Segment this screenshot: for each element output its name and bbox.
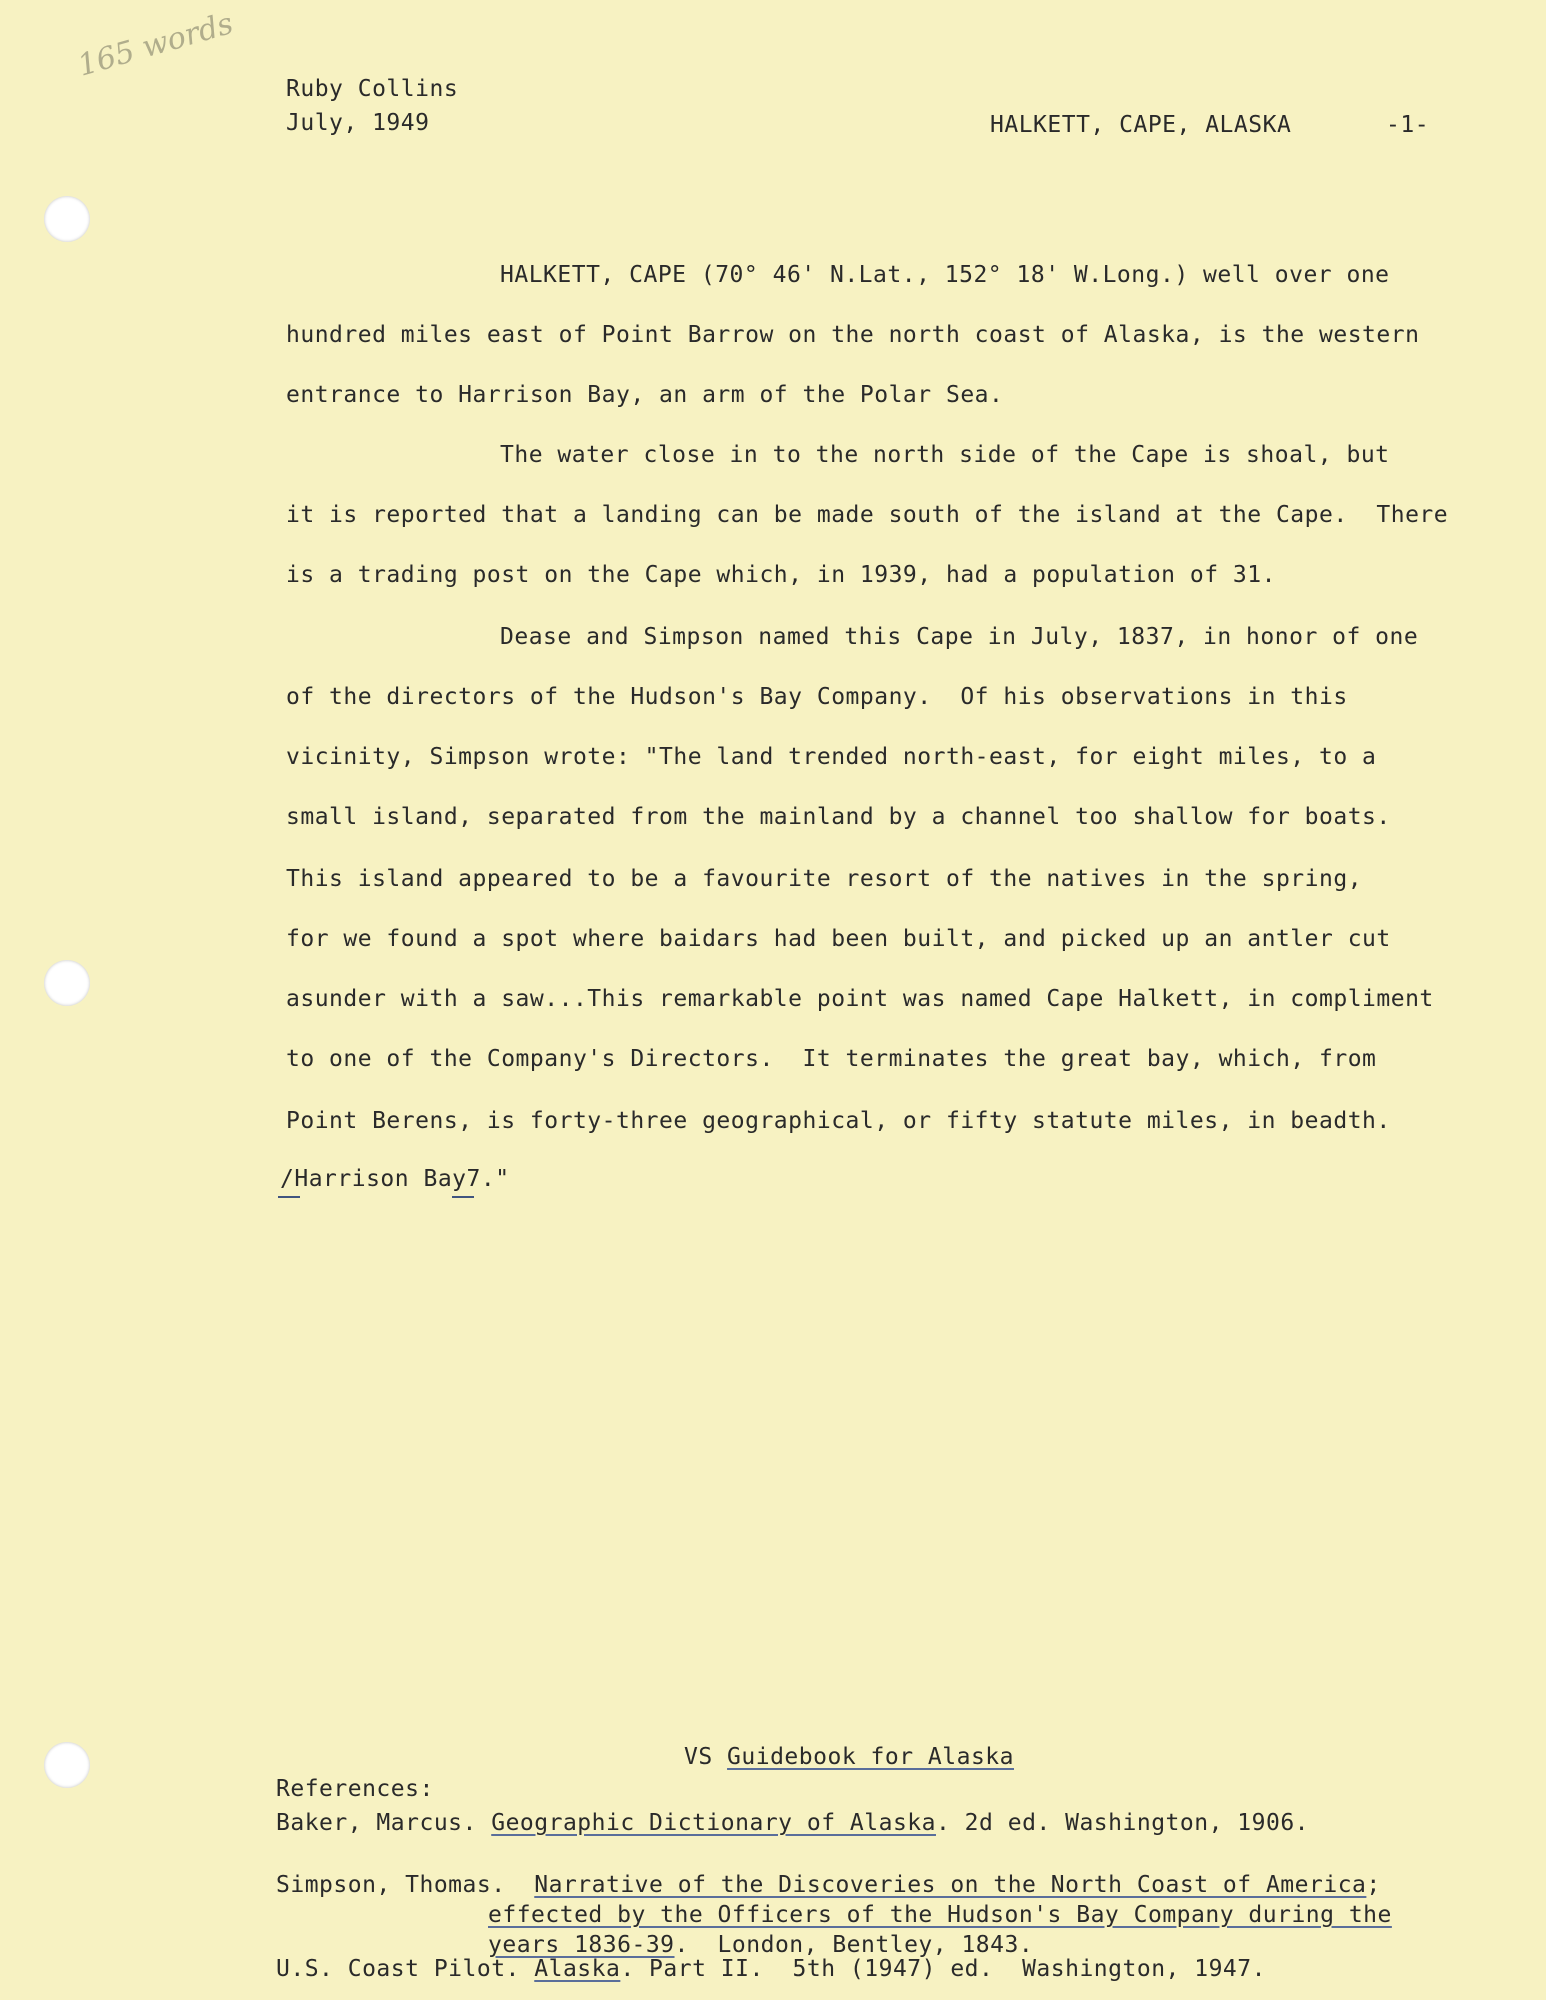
reference-author: Simpson, Thomas. <box>276 1872 535 1898</box>
reference-details: . 2d ed. Washington, 1906. <box>935 1810 1310 1836</box>
reference-entry <box>276 1872 1381 1898</box>
reference-title: Geographic Dictionary of Alaska <box>491 1810 936 1836</box>
guidebook-line <box>684 1744 1014 1770</box>
reference-entry-continuation <box>488 1932 1033 1958</box>
punch-hole <box>44 196 90 242</box>
body-line: asunder with a saw...This remarkable point was named Cape Halkett, in compliment <box>286 986 1434 1012</box>
guidebook-title: Guidebook for Alaska <box>727 1744 1014 1770</box>
body-line: vicinity, Simpson wrote: "The land trended north-east, for eight miles, to a <box>286 744 1377 770</box>
body-line: it is reported that a landing can be made south of the island at the Cape. There <box>286 502 1449 528</box>
punch-hole <box>44 1742 90 1788</box>
reference-entry <box>276 1810 1309 1836</box>
reference-punctuation: ; <box>1366 1872 1381 1898</box>
reference-title: U.S. Coast Pilot. <box>276 1956 535 1982</box>
reference-title: years 1836-39 <box>488 1932 675 1958</box>
body-line: entrance to Harrison Bay, an arm of the Polar Sea. <box>286 382 1004 408</box>
author-name: Ruby Collins <box>286 76 459 102</box>
body-line: Point Berens, is forty-three geographical, or fifty statute miles, in beadth. <box>286 1108 1391 1134</box>
pencil-word-count-note: 165 words <box>74 6 237 84</box>
page-number: -1- <box>1386 112 1430 138</box>
guidebook-prefix: VS <box>684 1744 728 1770</box>
handwritten-bracket-mark <box>452 1196 474 1198</box>
reference-entry <box>276 1956 1266 1982</box>
body-line: of the directors of the Hudson's Bay Company. Of his observations in this <box>286 684 1348 710</box>
handwritten-bracket-mark <box>278 1196 300 1198</box>
body-line: The water close in to the north side of the Cape is shoal, but <box>500 442 1390 468</box>
reference-details: . Part II. 5th (1947) ed. Washington, 1947. <box>620 1956 1266 1982</box>
document-date: July, 1949 <box>286 110 430 136</box>
body-line: small island, separated from the mainland by a channel too shallow for boats. <box>286 804 1391 830</box>
body-line: hundred miles east of Point Barrow on the north coast of Alaska, is the western <box>286 322 1420 348</box>
body-line: for we found a spot where baidars had been built, and picked up an antler cut <box>286 926 1391 952</box>
reference-title: Narrative of the Discoveries on the North Coast of America <box>534 1872 1367 1898</box>
references-heading: References: <box>276 1776 434 1802</box>
reference-title: effected by the Officers of the Hudson's Bay Company during the <box>488 1902 1392 1928</box>
reference-title: Alaska <box>534 1956 621 1982</box>
body-line: Dease and Simpson named this Cape in July, 1837, in honor of one <box>500 624 1419 650</box>
body-line: to one of the Company's Directors. It terminates the great bay, which, from <box>286 1046 1377 1072</box>
reference-details: . London, Bentley, 1843. <box>674 1932 1034 1958</box>
body-line: HALKETT, CAPE (70° 46' N.Lat., 152° 18' W.Long.) well over one <box>500 262 1390 288</box>
body-line: is a trading post on the Cape which, in 1939, had a population of 31. <box>286 562 1276 588</box>
reference-entry-continuation <box>488 1902 1392 1928</box>
document-title: HALKETT, CAPE, ALASKA <box>990 112 1292 138</box>
reference-author: Baker, Marcus. <box>276 1810 492 1836</box>
punch-hole <box>44 960 90 1006</box>
body-line: This island appeared to be a favourite resort of the natives in the spring, <box>286 866 1363 892</box>
body-line-bracketed-insert: /Harrison Bay7." <box>280 1166 510 1192</box>
